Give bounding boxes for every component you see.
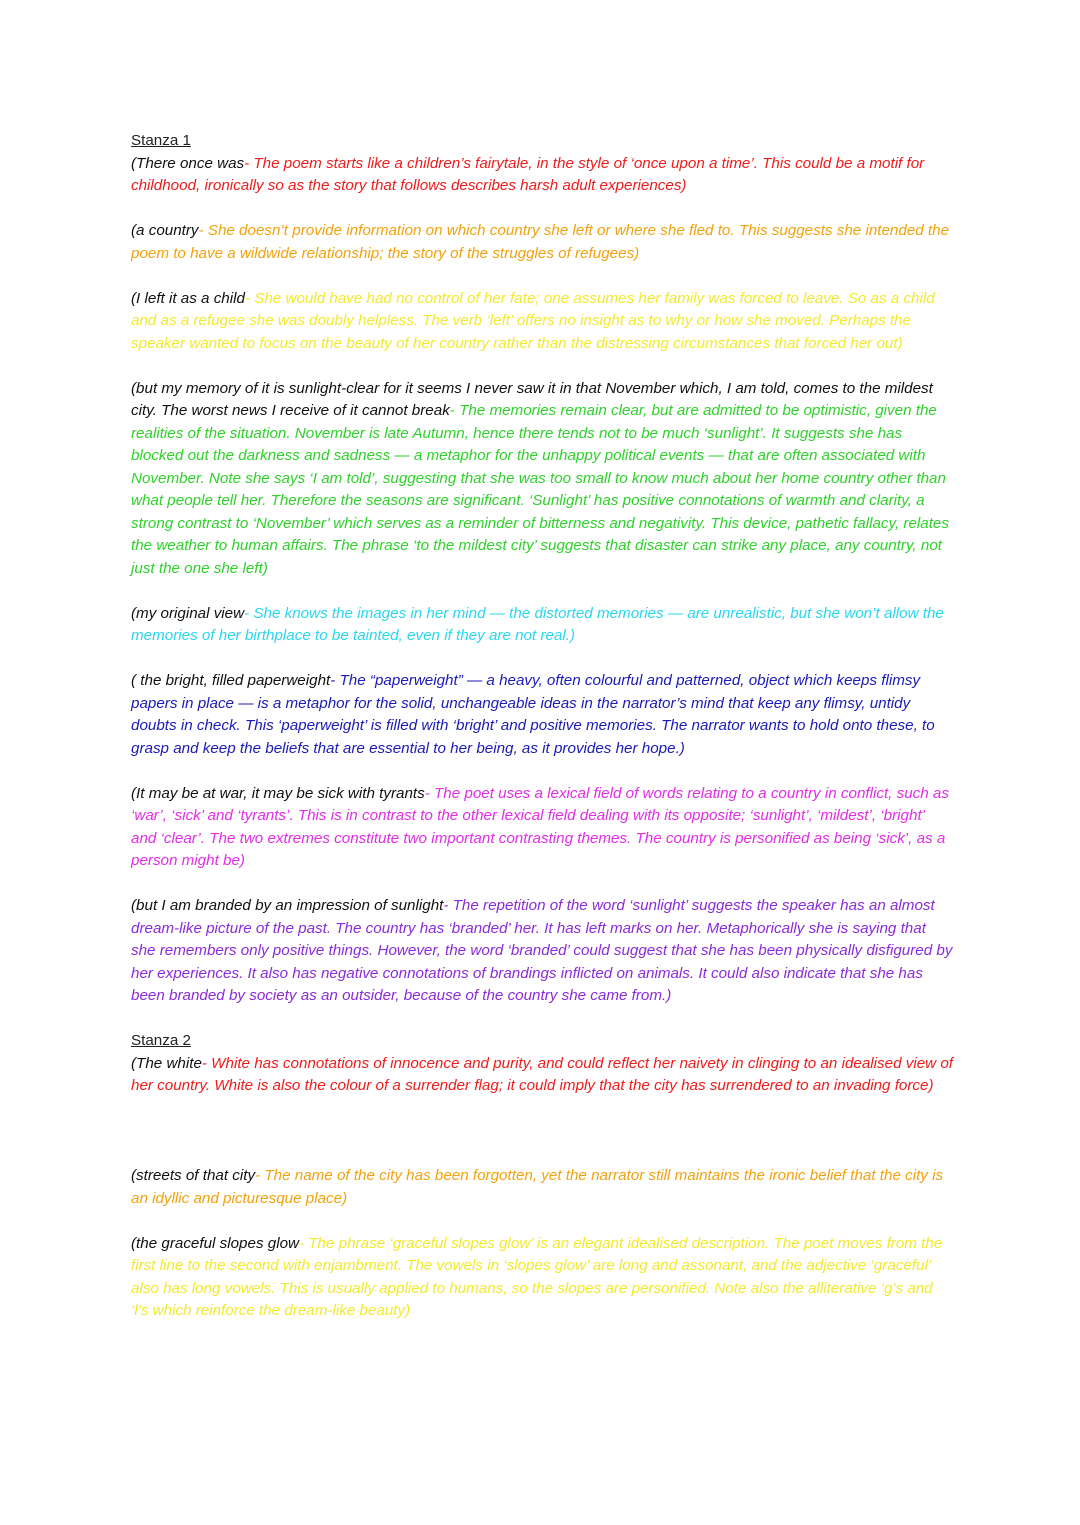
annotation-paperweight: [131, 670, 953, 760]
annotation-streets: [131, 1165, 953, 1210]
annotation-branded: [131, 895, 953, 1008]
annotation-there-once-was: [131, 153, 953, 198]
analysis-note: - White has connotations of innocence and purity, and could reflect her naivety in clinging to an idealised view of her country. White is also the colour of a surrender flag; it could imply that the city has surrendered to an invading force): [131, 1054, 954, 1094]
analysis-note: - The phrase ‘graceful slopes glow’ is an elegant idealised description. The poet moves from the first line to the second with enjambment. The vowels in ‘slopes glow’ are long and assonant, and the adjective ‘graceful’ also has long vowels. This is usually applied to humans, so the slopes are personified. Note also the alliterative ‘g’s and ‘l’s which reinforce the dream-like beauty): [131, 1234, 943, 1319]
notes-page: [131, 130, 953, 1323]
analysis-note: - She doesn’t provide information on which country she left or where she fled to. This suggests she intended the poem to have a wildwide relationship; the story of the struggles of refugees): [131, 222, 950, 262]
annotation-a-country: [131, 220, 953, 265]
poem-quote: (There once was: [131, 154, 245, 172]
annotation-the-white: [131, 1053, 953, 1098]
analysis-note: - The poet uses a lexical field of words relating to a country in conflict, such as ‘war’, ‘sick’ and ‘tyrants’. This is in contrast to the other lexical field dealing with its opposite; ‘sunlight’, ‘mildest’, ‘bright’ and ‘clear’. The two extremes constitute two important contrasting themes. The country is personified as being ‘sick’, as a person might be): [131, 784, 949, 869]
poem-quote: (I left it as a child: [131, 289, 245, 307]
poem-quote: (but I am branded by an impression of sunlight: [131, 897, 444, 914]
poem-quote: (but my memory of it is sunlight-clear for it seems I never saw it in that November which, I am told, comes to the mildest city. The worst news I receive of it cannot break: [131, 379, 933, 419]
poem-quote: (The white: [131, 1054, 202, 1072]
annotation-i-left-it: [131, 288, 953, 356]
poem-quote: (the graceful slopes glow: [131, 1234, 299, 1252]
poem-quote: ( the bright, filled paperweight: [131, 672, 331, 689]
analysis-note: - The repetition of the word ‘sunlight’ suggests the speaker has an almost dream-like picture of the past. The country has ‘branded’ her. It has left marks on her. Metaphorically she is saying that she remembers only positive things. However, the word ‘branded’ could suggest that she has been physically disfigured by her experiences. It also has negative connotations of brandings inflicted on animals. It could also indicate that she has been branded by society as an outsider, because of the country she came from.): [131, 897, 953, 1004]
annotation-sunlight-clear: [131, 378, 953, 581]
stanza-1-heading: Stanza 1: [131, 132, 191, 149]
annotation-graceful-slopes: [131, 1233, 953, 1323]
poem-quote: (It may be at war, it may be sick with tyrants: [131, 784, 425, 802]
annotation-tyrants: [131, 783, 953, 873]
analysis-note: - The memories remain clear, but are admitted to be optimistic, given the realities of the situation. November is late Autumn, hence there tends not to be much ‘sunlight’. It suggests she has blocked out the darkness and sadness — a metaphor for the unhappy political events — that are often associated with November. Note she says ‘I am told’, suggesting that she was too small to know much about her home country other than what people tell her. Therefore the seasons are significant. ‘Sunlight’ has positive connotations of warmth and clarity, a strong contrast to ‘November’ which serves as a reminder of bitterness and negativity. This device, pathetic fallacy, relates the weather to human affairs. The phrase ‘to the mildest city’ suggests that disaster can strike any place, any country, not just the one she left): [131, 402, 949, 577]
stanza-2-heading: Stanza 2: [131, 1032, 191, 1049]
analysis-note: - The “paperweight” — a heavy, often colourful and patterned, object which keeps flimsy papers in place — is a metaphor for the solid, unchangeable ideas in the narrator’s mind that keep any flimsy, untidy doubts in check. This ‘paperweight’ is filled with ‘bright’ and positive memories. The narrator wants to hold onto these, to grasp and keep the beliefs that are essential to her being, as it provides her hope.): [131, 672, 935, 757]
poem-quote: (streets of that city: [131, 1167, 256, 1184]
analysis-note: - She would have had no control of her fate; one assumes her family was forced to leave. So as a child and as a refugee she was doubly helpless. The verb ‘left’ offers no insight as to why or how she moved. Perhaps the speaker wanted to focus on the beauty of her country rather than the distressing circumstances that forced her out): [131, 289, 935, 352]
analysis-note: - She knows the images in her mind — the distorted memories — are unrealistic, but she won’t allow the memories of her birthplace to be tainted, even if they are not real.): [131, 604, 944, 644]
analysis-note: - The poem starts like a children’s fairytale, in the style of ‘once upon a time’. This could be a motif for childhood, ironically so as the story that follows describes harsh adult experiences): [131, 154, 925, 194]
annotation-original-view: [131, 603, 953, 648]
poem-quote: (a country: [131, 222, 199, 239]
poem-quote: (my original view: [131, 604, 245, 622]
analysis-note: - The name of the city has been forgotten, yet the narrator still maintains the ironic belief that the city is an idyllic and picturesque place): [131, 1167, 944, 1207]
